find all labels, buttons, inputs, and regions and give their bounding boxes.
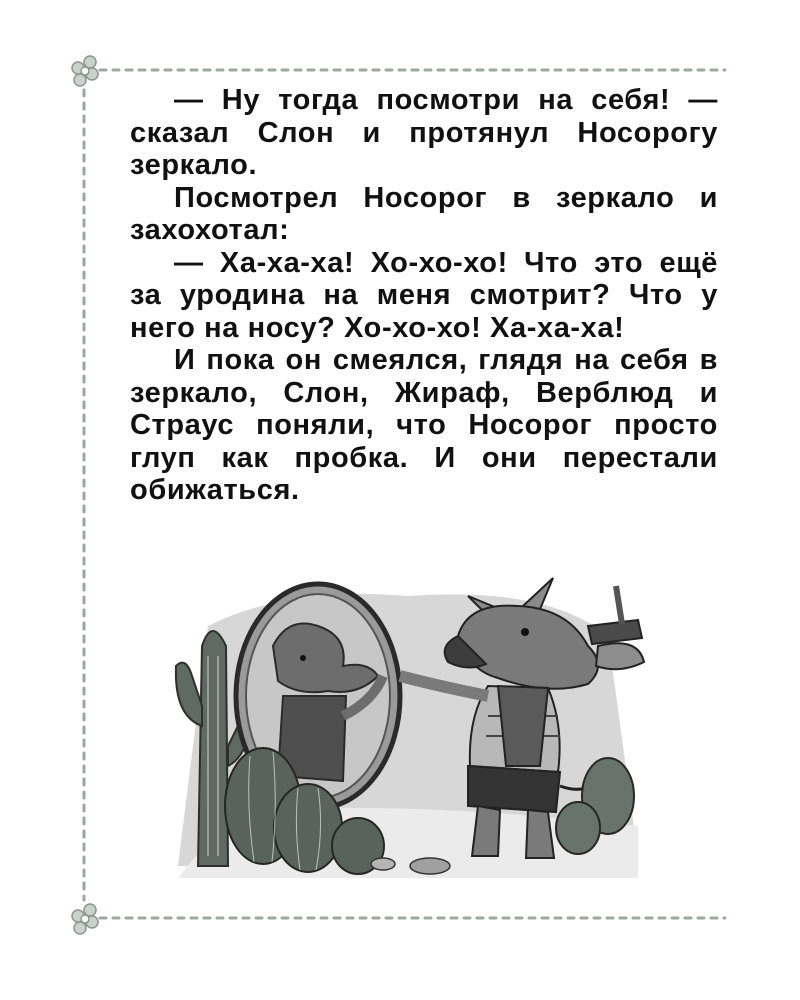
paragraph: — Ну тогда посмотри на себя! — сказал Слон и протянул Носорогу зеркало.: [130, 84, 718, 181]
paragraph: И пока он смеялся, глядя на себя в зеркало, Слон, Жираф, Верблюд и Страус поняли, что Носорог просто глуп как пробка. И они перестали обижаться.: [130, 344, 718, 506]
paragraph: — Ха-ха-ха! Хо-хо-хо! Что это ещё за уродина на меня смотрит? Что у него на носу? Хо-хо-хо! Ха-ха-ха!: [130, 246, 718, 344]
story-text: [130, 84, 718, 507]
flower-ornament-icon: [72, 56, 98, 86]
rhino-mirror-illustration: [168, 566, 646, 880]
flower-ornament-icon: [72, 904, 98, 934]
paragraph: Посмотрел Носорог в зеркало и захохотал:: [130, 181, 718, 246]
